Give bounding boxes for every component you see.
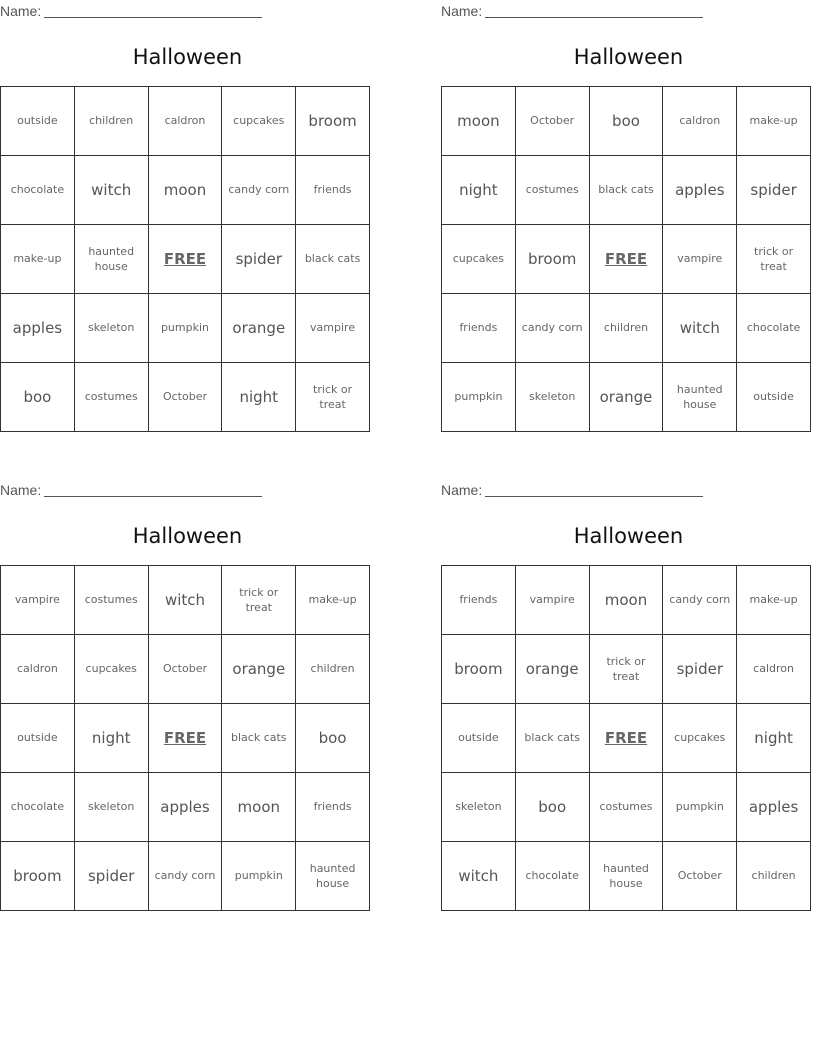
name-field[interactable]: [441, 3, 703, 19]
name-label: Name:: [0, 3, 42, 19]
bingo-cell: boo: [296, 704, 370, 773]
name-underline[interactable]: [485, 495, 703, 497]
bingo-cell: broom: [515, 225, 589, 294]
bingo-cell: outside: [1, 704, 75, 773]
name-underline[interactable]: [44, 495, 262, 497]
bingo-cell: boo: [515, 773, 589, 842]
bingo-cell: orange: [515, 635, 589, 704]
bingo-cell: candy corn: [148, 842, 222, 911]
bingo-cell: friends: [442, 566, 516, 635]
bingo-cell: boo: [1, 363, 75, 432]
bingo-cell: haunted house: [296, 842, 370, 911]
free-space: FREE: [148, 225, 222, 294]
bingo-cell: friends: [296, 773, 370, 842]
bingo-cell: orange: [222, 635, 296, 704]
bingo-cell: pumpkin: [663, 773, 737, 842]
bingo-cell: night: [74, 704, 148, 773]
bingo-cell: chocolate: [1, 773, 75, 842]
bingo-cell: night: [442, 156, 516, 225]
bingo-cell: boo: [589, 87, 663, 156]
bingo-cell: costumes: [515, 156, 589, 225]
bingo-cell: witch: [442, 842, 516, 911]
bingo-cell: moon: [442, 87, 516, 156]
bingo-cell: caldron: [737, 635, 811, 704]
bingo-cell: make-up: [1, 225, 75, 294]
bingo-row: [1, 363, 370, 432]
bingo-cell: October: [663, 842, 737, 911]
bingo-grid: [0, 86, 370, 432]
bingo-row: [1, 635, 370, 704]
bingo-cell: witch: [74, 156, 148, 225]
bingo-cell: pumpkin: [222, 842, 296, 911]
bingo-row: [442, 87, 811, 156]
bingo-cell: moon: [148, 156, 222, 225]
bingo-cell: vampire: [663, 225, 737, 294]
bingo-cell: costumes: [74, 566, 148, 635]
bingo-row: [1, 294, 370, 363]
name-label: Name:: [441, 482, 483, 498]
bingo-cell: pumpkin: [442, 363, 516, 432]
bingo-cell: spider: [663, 635, 737, 704]
bingo-row: [442, 704, 811, 773]
bingo-cell: friends: [296, 156, 370, 225]
bingo-cell: spider: [737, 156, 811, 225]
bingo-cell: black cats: [222, 704, 296, 773]
bingo-cell: witch: [663, 294, 737, 363]
name-field[interactable]: [0, 482, 262, 498]
bingo-cell: vampire: [1, 566, 75, 635]
bingo-cell: chocolate: [737, 294, 811, 363]
bingo-cell: vampire: [296, 294, 370, 363]
bingo-cell: broom: [1, 842, 75, 911]
bingo-cell: children: [737, 842, 811, 911]
bingo-cell: spider: [222, 225, 296, 294]
bingo-cell: moon: [222, 773, 296, 842]
bingo-cell: skeleton: [74, 773, 148, 842]
bingo-grid: [0, 565, 370, 911]
bingo-row: [442, 773, 811, 842]
bingo-row: [1, 842, 370, 911]
bingo-cell: make-up: [737, 87, 811, 156]
bingo-row: [1, 704, 370, 773]
bingo-cell: chocolate: [1, 156, 75, 225]
bingo-cell: chocolate: [515, 842, 589, 911]
free-space: FREE: [589, 704, 663, 773]
card-title: Halloween: [573, 524, 684, 548]
bingo-cell: black cats: [296, 225, 370, 294]
bingo-cell: trick or treat: [589, 635, 663, 704]
bingo-cell: vampire: [515, 566, 589, 635]
bingo-cell: orange: [589, 363, 663, 432]
bingo-row: [1, 87, 370, 156]
name-field[interactable]: [441, 482, 703, 498]
bingo-row: [1, 773, 370, 842]
bingo-row: [442, 156, 811, 225]
bingo-cell: apples: [663, 156, 737, 225]
name-label: Name:: [441, 3, 483, 19]
bingo-cell: candy corn: [222, 156, 296, 225]
bingo-row: [442, 363, 811, 432]
bingo-cell: cupcakes: [663, 704, 737, 773]
bingo-cell: moon: [589, 566, 663, 635]
bingo-cell: haunted house: [589, 842, 663, 911]
bingo-row: [1, 566, 370, 635]
bingo-cell: skeleton: [74, 294, 148, 363]
bingo-cell: make-up: [737, 566, 811, 635]
bingo-cell: apples: [148, 773, 222, 842]
bingo-cell: outside: [1, 87, 75, 156]
bingo-cell: trick or treat: [222, 566, 296, 635]
card-title: Halloween: [132, 45, 243, 69]
bingo-row: [1, 156, 370, 225]
bingo-cell: children: [74, 87, 148, 156]
bingo-cell: costumes: [74, 363, 148, 432]
free-space: FREE: [148, 704, 222, 773]
bingo-cell: trick or treat: [737, 225, 811, 294]
bingo-cell: cupcakes: [222, 87, 296, 156]
bingo-cell: cupcakes: [442, 225, 516, 294]
bingo-row: [442, 225, 811, 294]
bingo-cell: caldron: [1, 635, 75, 704]
name-field[interactable]: [0, 3, 262, 19]
bingo-cell: skeleton: [515, 363, 589, 432]
bingo-row: [442, 635, 811, 704]
bingo-cell: skeleton: [442, 773, 516, 842]
bingo-cell: candy corn: [663, 566, 737, 635]
card-title: Halloween: [573, 45, 684, 69]
free-space: FREE: [589, 225, 663, 294]
bingo-cell: haunted house: [74, 225, 148, 294]
bingo-cell: broom: [442, 635, 516, 704]
bingo-row: [1, 225, 370, 294]
name-underline[interactable]: [485, 16, 703, 18]
bingo-row: [442, 294, 811, 363]
bingo-card: [0, 3, 375, 443]
bingo-row: [442, 842, 811, 911]
bingo-card: [441, 482, 816, 922]
bingo-cell: night: [737, 704, 811, 773]
bingo-cell: candy corn: [515, 294, 589, 363]
bingo-card: [441, 3, 816, 443]
bingo-cell: apples: [737, 773, 811, 842]
bingo-cell: haunted house: [663, 363, 737, 432]
bingo-cell: trick or treat: [296, 363, 370, 432]
bingo-cell: October: [148, 363, 222, 432]
name-label: Name:: [0, 482, 42, 498]
bingo-card: [0, 482, 375, 922]
bingo-cell: outside: [442, 704, 516, 773]
card-title: Halloween: [132, 524, 243, 548]
bingo-cell: make-up: [296, 566, 370, 635]
bingo-row: [442, 566, 811, 635]
bingo-cell: black cats: [515, 704, 589, 773]
bingo-cell: caldron: [148, 87, 222, 156]
bingo-cell: pumpkin: [148, 294, 222, 363]
bingo-cell: October: [515, 87, 589, 156]
bingo-cell: broom: [296, 87, 370, 156]
bingo-cell: October: [148, 635, 222, 704]
bingo-cell: costumes: [589, 773, 663, 842]
bingo-cell: children: [589, 294, 663, 363]
bingo-cell: outside: [737, 363, 811, 432]
bingo-cell: apples: [1, 294, 75, 363]
bingo-cell: witch: [148, 566, 222, 635]
bingo-cell: caldron: [663, 87, 737, 156]
bingo-cell: orange: [222, 294, 296, 363]
bingo-cell: children: [296, 635, 370, 704]
bingo-cell: night: [222, 363, 296, 432]
bingo-grid: [441, 86, 811, 432]
bingo-cell: cupcakes: [74, 635, 148, 704]
name-underline[interactable]: [44, 16, 262, 18]
bingo-grid: [441, 565, 811, 911]
bingo-cell: friends: [442, 294, 516, 363]
bingo-cell: black cats: [589, 156, 663, 225]
bingo-cell: spider: [74, 842, 148, 911]
